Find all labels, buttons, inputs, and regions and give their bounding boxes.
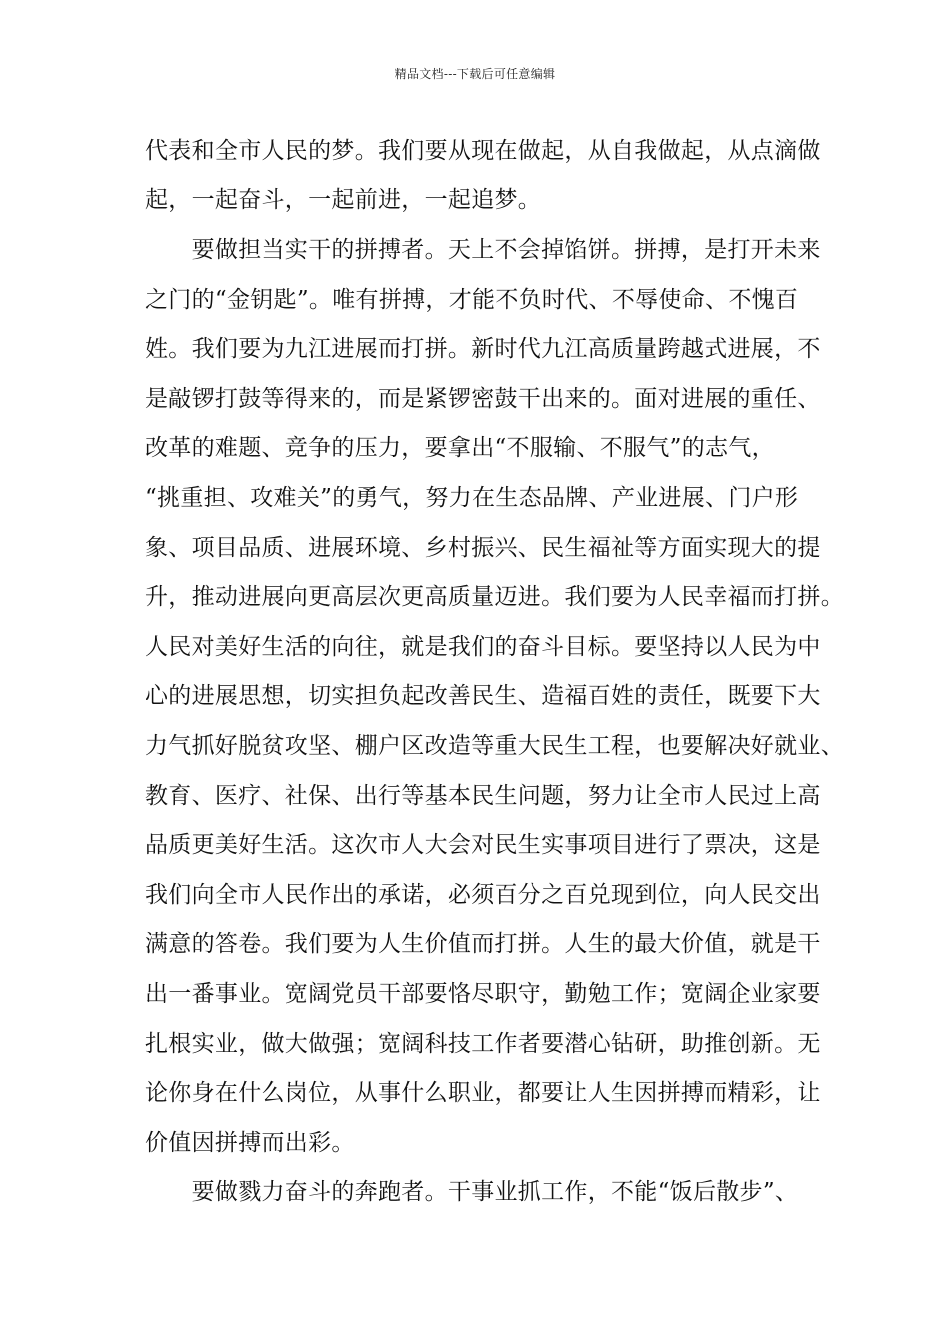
body-text-line: 力气抓好脱贫攻坚、棚户区改造等重大民生工程，也要解决好就业、 — [145, 733, 844, 759]
body-text-line: 人民对美好生活的向往，就是我们的奋斗目标。要坚持以人民为中 — [145, 634, 821, 660]
body-text-line: 我们向全市人民作出的承诺，必须百分之百兑现到位，向人民交出 — [145, 882, 821, 908]
body-text-line: 要做戮力奋斗的奔跑者。干事业抓工作，不能“饭后散步”、 — [145, 1179, 799, 1205]
body-text-line: 论你身在什么岗位，从事什么职业，都要让人生因拼搏而精彩，让 — [145, 1080, 821, 1106]
body-text-line: 心的进展思想，切实担负起改善民生、造福百姓的责任，既要下大 — [145, 683, 821, 709]
body-text-line: 代表和全市人民的梦。我们要从现在做起，从自我做起，从点滴做 — [145, 138, 821, 164]
body-text-line: 是敲锣打鼓等得来的，而是紧锣密鼓干出来的。面对进展的重任、 — [145, 386, 821, 412]
body-text-line: 出一番事业。宽阔党员干部要恪尽职守，勤勉工作；宽阔企业家要 — [145, 981, 821, 1007]
body-text-line: 升，推动进展向更高层次更高质量迈进。我们要为人民幸福而打拼。 — [145, 584, 844, 610]
body-text-line: 满意的答卷。我们要为人生价值而打拼。人生的最大价值，就是干 — [145, 931, 821, 957]
body-text-line: “挑重担、攻难关”的勇气，努力在生态品牌、产业进展、门户形 — [145, 485, 799, 511]
body-text-line: 姓。我们要为九江进展而打拼。新时代九江高质量跨越式进展，不 — [145, 336, 821, 362]
body-text-line: 价值因拼搏而出彩。 — [145, 1130, 355, 1156]
body-text-line: 起，一起奋斗，一起前进，一起追梦。 — [145, 187, 542, 213]
body-text-line: 象、项目品质、进展环境、乡村振兴、民生福祉等方面实现大的提 — [145, 535, 821, 561]
body-text-line: 品质更美好生活。这次市人大会对民生实事项目进行了票决，这是 — [145, 832, 821, 858]
page-header: 精品文档---下载后可任意编辑 — [394, 67, 556, 81]
body-text-line: 教育、医疗、社保、出行等基本民生问题，努力让全市人民过上高 — [145, 783, 821, 809]
body-text-line: 扎根实业，做大做强；宽阔科技工作者要潜心钻研，助推创新。无 — [145, 1031, 821, 1057]
body-text-line: 改革的难题、竞争的压力，要拿出“不服输、不服气”的志气， — [145, 435, 775, 461]
body-text-line: 之门的“金钥匙”。唯有拼搏，才能不负时代、不辱使命、不愧百 — [145, 287, 799, 313]
body-text-line: 要做担当实干的拼搏者。天上不会掉馅饼。拼搏，是打开未来 — [145, 237, 821, 263]
